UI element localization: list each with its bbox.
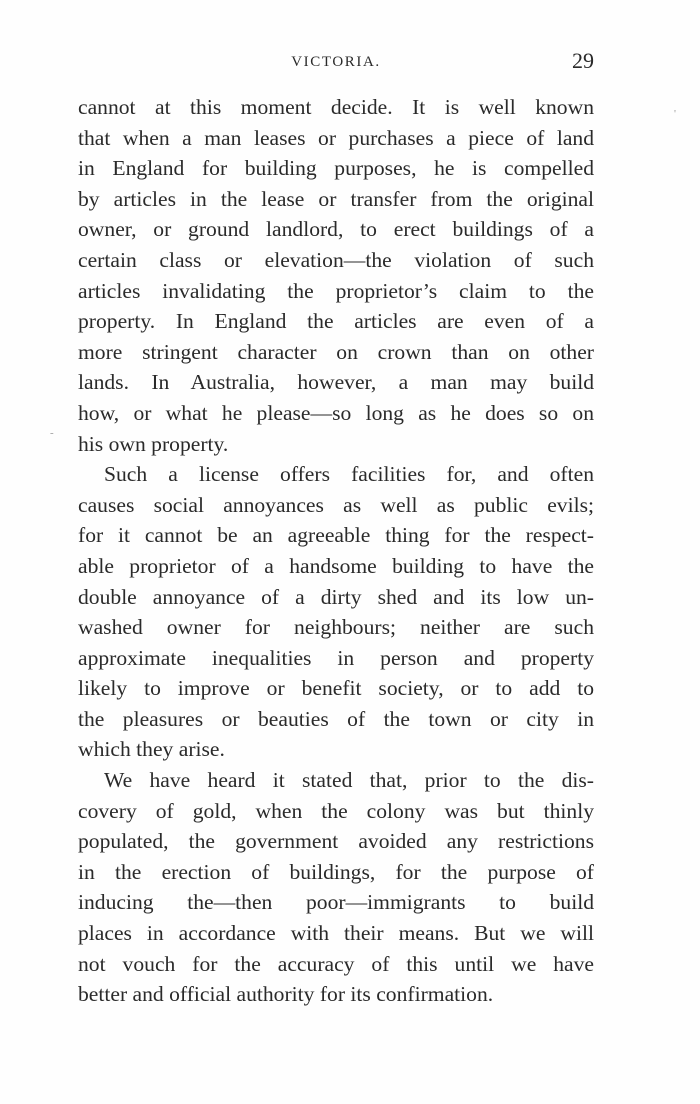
text-line: by articles in the lease or transfer from the original (78, 186, 594, 211)
text-line: causes social annoyances as well as public evils; (78, 492, 594, 517)
page-header (78, 44, 594, 78)
text-line: certain class or elevation—the violation of such (78, 247, 594, 272)
paragraph (78, 459, 594, 765)
text-line: more stringent character on crown than on other (78, 339, 594, 364)
body-text (78, 92, 594, 1010)
text-line: in England for building purposes, he is compelled (78, 156, 594, 181)
text-line: lands. In Australia, however, a man may build (78, 370, 594, 395)
text-line: not vouch for the accuracy of this until we have (78, 951, 594, 976)
text-line: owner, or ground landlord, to erect buildings of a (78, 217, 594, 242)
text-line: double annoyance of a dirty shed and its low un- (78, 584, 594, 609)
margin-speck: ' (674, 108, 676, 120)
text-line: populated, the government avoided any restrictions (78, 829, 594, 854)
paragraph (78, 92, 594, 459)
text-line: cannot at this moment decide. It is well known (78, 95, 594, 119)
text-line: Such a license offers facilities for, and often (104, 462, 594, 487)
text-line: how, or what he please—so long as he does so on (78, 400, 594, 425)
text-line: in the erection of buildings, for the purpose of (78, 859, 594, 884)
text-line: We have heard it stated that, prior to the dis- (104, 768, 594, 793)
text-line: able proprietor of a handsome building to have the (78, 553, 594, 578)
text-line: inducing the—then poor—immigrants to build (78, 890, 594, 915)
text-line: likely to improve or benefit society, or to add to (78, 676, 594, 701)
page-number: 29 (572, 48, 594, 73)
text-line: which they arise. (78, 737, 225, 762)
text-line: washed owner for neighbours; neither are such (78, 615, 594, 640)
running-title: VICTORIA. (291, 54, 381, 70)
text-line: his own property. (78, 431, 229, 456)
text-line: the pleasures or beauties of the town or city in (78, 706, 594, 731)
text-line: places in accordance with their means. But we will (78, 921, 594, 946)
text-line: better and official authority for its confirmation. (78, 982, 494, 1007)
text-line: approximate inequalities in person and property (78, 645, 594, 670)
text-line: for it cannot be an agreeable thing for the respect- (78, 523, 594, 548)
text-line: articles invalidating the proprietor’s claim to the (78, 278, 594, 303)
text-line: property. In England the articles are even of a (78, 309, 594, 334)
paragraph (78, 765, 594, 1010)
margin-speck: - (50, 427, 54, 439)
text-line: covery of gold, when the colony was but thinly (78, 798, 594, 823)
text-line: that when a man leases or purchases a piece of land (78, 125, 594, 150)
